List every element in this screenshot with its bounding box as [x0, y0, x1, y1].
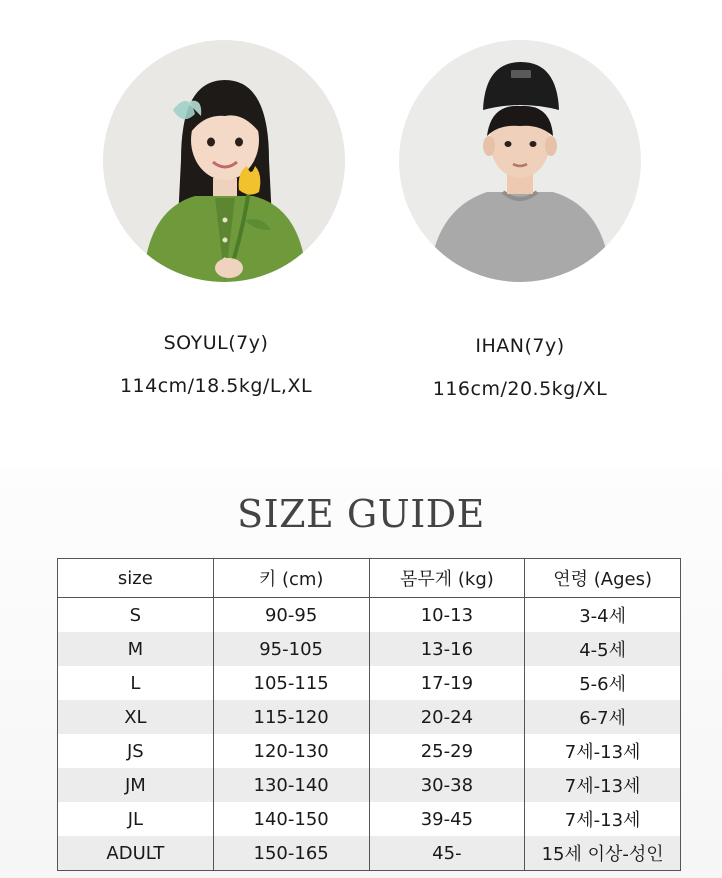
cell-size: L — [58, 666, 214, 700]
model-stats-soyul: 114cm/18.5kg/L,XL — [119, 375, 313, 397]
cell-size: XL — [58, 700, 214, 734]
model-photo-soyul — [103, 40, 345, 282]
cell-height: 120-130 — [213, 734, 369, 768]
cell-height: 150-165 — [213, 836, 369, 871]
model-photo-ihan — [399, 40, 641, 282]
cell-age: 15세 이상-성인 — [525, 836, 681, 871]
cell-age: 7세-13세 — [525, 734, 681, 768]
cell-size: S — [58, 598, 214, 633]
cell-weight: 30-38 — [369, 768, 525, 802]
cell-height: 115-120 — [213, 700, 369, 734]
cell-weight: 45- — [369, 836, 525, 871]
cell-size: JL — [58, 802, 214, 836]
cell-height: 130-140 — [213, 768, 369, 802]
cell-weight: 17-19 — [369, 666, 525, 700]
cell-size: M — [58, 632, 214, 666]
cell-height: 140-150 — [213, 802, 369, 836]
cell-height: 90-95 — [213, 598, 369, 633]
cell-age: 6-7세 — [525, 700, 681, 734]
size-table — [57, 558, 681, 871]
table-row — [58, 632, 681, 666]
table-row — [58, 734, 681, 768]
table-header-row — [58, 559, 681, 598]
cell-height: 105-115 — [213, 666, 369, 700]
table-row — [58, 598, 681, 633]
header-weight: 몸무게 (kg) — [369, 559, 525, 598]
cell-weight: 25-29 — [369, 734, 525, 768]
cell-weight: 13-16 — [369, 632, 525, 666]
model-name-soyul: SOYUL(7y) — [163, 332, 269, 354]
table-row — [58, 666, 681, 700]
cell-height: 95-105 — [213, 632, 369, 666]
cell-age: 7세-13세 — [525, 802, 681, 836]
cell-weight: 20-24 — [369, 700, 525, 734]
table-row — [58, 836, 681, 871]
model-stats-ihan: 116cm/20.5kg/XL — [432, 378, 608, 400]
header-size: size — [58, 559, 214, 598]
cell-weight: 39-45 — [369, 802, 525, 836]
table-row — [58, 700, 681, 734]
cell-size: ADULT — [58, 836, 214, 871]
cell-size: JS — [58, 734, 214, 768]
model-name-ihan: IHAN(7y) — [475, 335, 565, 357]
cell-size: JM — [58, 768, 214, 802]
size-guide-title: SIZE GUIDE — [237, 492, 485, 536]
cell-age: 4-5세 — [525, 632, 681, 666]
header-height: 키 (cm) — [213, 559, 369, 598]
cell-age: 7세-13세 — [525, 768, 681, 802]
header-age: 연령 (Ages) — [525, 559, 681, 598]
cell-age: 3-4세 — [525, 598, 681, 633]
cell-age: 5-6세 — [525, 666, 681, 700]
table-row — [58, 768, 681, 802]
cell-weight: 10-13 — [369, 598, 525, 633]
table-row — [58, 802, 681, 836]
